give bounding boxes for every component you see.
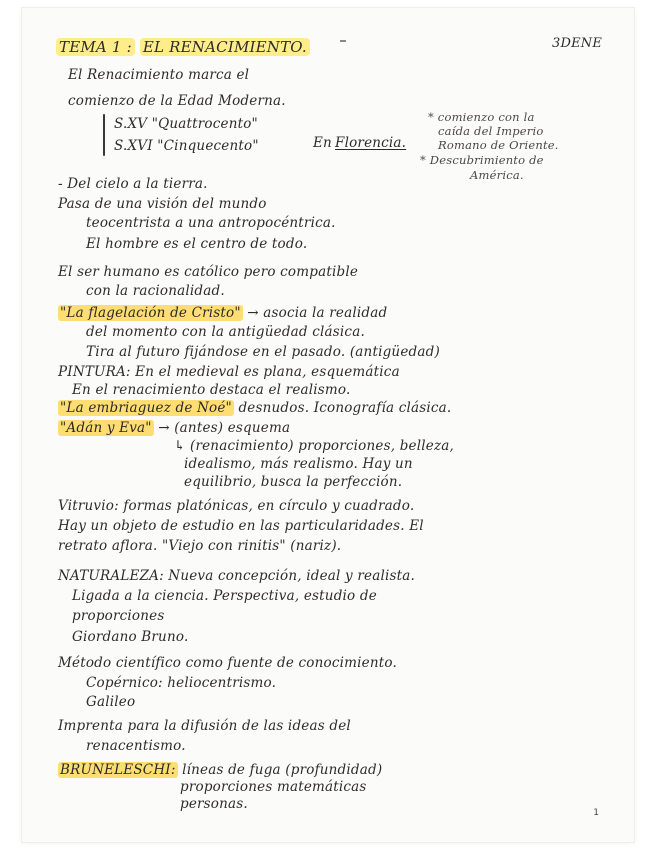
title-prefix: TEMA 1 :: [56, 38, 135, 56]
note-line: comienzo de la Edad Moderna.: [68, 93, 286, 109]
note-line: Imprenta para la difusión de las ideas del: [58, 718, 351, 734]
note-text: líneas de fuga (profundidad): [182, 762, 383, 778]
title-text: EL RENACIMIENTO.: [140, 38, 310, 56]
note-line: Método científico como fuente de conocimiento.: [58, 655, 397, 671]
note-line: proporciones: [72, 608, 165, 624]
page-number: 1: [593, 808, 599, 818]
note-line: Galileo: [86, 694, 136, 710]
note-text: desnudos. Iconografía clásica.: [238, 400, 452, 416]
note-line: El hombre es el centro de todo.: [86, 236, 308, 252]
note-line: proporciones matemáticas: [180, 779, 367, 795]
note-line: Hay un objeto de estudio en las particularidades. El: [58, 518, 424, 534]
side-note: Romano de Oriente.: [438, 138, 559, 152]
highlight-embriaguez: "La embriaguez de Noé": [60, 400, 232, 416]
florencia-underlined: Florencia.: [335, 135, 407, 151]
note-line: NATURALEZA: Nueva concepción, ideal y realista.: [58, 568, 415, 584]
note-line: S.XV "Quattrocento": [114, 116, 258, 132]
note-line: Vitruvio: formas platónicas, en círculo y cuadrado.: [58, 498, 415, 514]
note-line: Copérnico: heliocentrismo.: [86, 675, 277, 691]
note-line: En el renacimiento destaca el realismo.: [72, 382, 351, 398]
note-line: [58, 420, 290, 436]
corner-tag: 3DENE: [552, 36, 603, 51]
side-note: caída del Imperio: [438, 124, 544, 138]
note-line: personas.: [180, 796, 248, 812]
note-line: Ligada a la ciencia. Perspectiva, estudio de: [72, 588, 377, 604]
note-line: [58, 400, 451, 416]
top-mark: [340, 40, 346, 42]
note-line: teocentrista a una antropocéntrica.: [86, 215, 336, 231]
note-line: Giordano Bruno.: [72, 629, 189, 645]
highlight-adan-eva: "Adán y Eva": [60, 420, 152, 436]
side-note: América.: [470, 168, 524, 182]
note-line: - Del cielo a la tierra.: [58, 176, 208, 192]
bracket-bar: [103, 114, 105, 156]
note-text: → (antes) esquema: [158, 420, 291, 436]
note-line: S.XVI "Cinquecento": [114, 138, 259, 154]
note-line: El ser humano es católico pero compatible: [58, 264, 359, 280]
note-line: Tira al futuro fijándose en el pasado. (antigüedad): [86, 344, 440, 360]
side-note: * comienzo con la: [428, 110, 535, 124]
note-line: ↳ (renacimiento) proporciones, belleza,: [174, 438, 455, 454]
note-line: Pasa de una visión del mundo: [58, 196, 267, 212]
note-line: equilibrio, busca la perfección.: [184, 474, 403, 490]
note-line: [58, 305, 387, 321]
highlight-flagelacion: "La flagelación de Cristo": [60, 305, 241, 321]
note-line: del momento con la antigüedad clásica.: [86, 324, 365, 340]
note-text: → asocia la realidad: [247, 305, 388, 321]
note-line: [58, 762, 382, 778]
note-line: retrato aflora. "Viejo con rinitis" (nariz).: [58, 538, 342, 554]
note-line: idealismo, más realismo. Hay un: [184, 456, 413, 472]
note-line: El Renacimiento marca el: [68, 67, 250, 83]
note-line: En: [313, 135, 332, 151]
side-note: * Descubrimiento de: [420, 153, 544, 167]
page-title: [56, 38, 310, 56]
note-line: renacentismo.: [86, 738, 186, 754]
highlight-bruneleschi: BRUNELESCHI:: [60, 762, 176, 778]
note-line: PINTURA: En el medieval es plana, esquemática: [58, 364, 400, 380]
note-line: con la racionalidad.: [86, 283, 225, 299]
